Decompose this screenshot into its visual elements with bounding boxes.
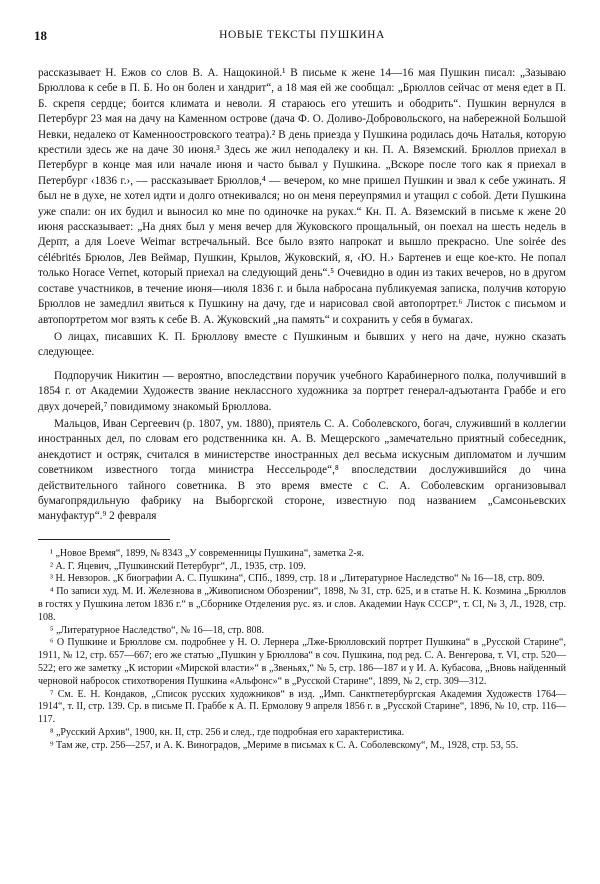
paragraph: Подпоручик Никитин — вероятно, впоследствии поручик учебного Карабинерного полка, получивший в 1854 г. от Академии Художеств звание некласcного художника за портрет генерал-адъютанта Граббе и его двух дочерей,⁷ повидимому знакомый Брюллова.	[38, 369, 566, 413]
running-header	[34, 28, 566, 46]
footnote-divider	[38, 539, 170, 540]
footnotes	[38, 548, 566, 753]
footnote: ⁸ „Русский Архив“, 1900, кн. II, стр. 256 и след., где подробная его характеристика.	[50, 726, 405, 738]
paragraph: рассказывает Н. Ежов со слов В. А. Нащокиной.¹ В письме к жене 14—16 мая Пушкин писал: „Зазываю Брюллова к себе в П. Б. Но он болен и хандрит“, а 18 мая ей же сообщал: „Брюллов сейчас от меня едет в П. Б. скрепя сердце; боится климата и неволи. Я стараюсь его утешить и ободрить“. Пушкин вернулся в Петербург 23 мая на дачу на Каменном острове (дача Ф. О. Доливо-Добровольского, на набережной Большой Невки, недалеко от Каменноостровского театра).² В день приезда у Пушкина родилась дочь Наталья, которую крестили здесь же на даче 30 июня.³ Здесь же жил неподалеку и кн. П. А. Вяземский. Брюллов приехал в Петербург в конце мая или начале июня и часто бывал у Пушкина. „Вскоре после того как я приехал в Петербург ‹1836 г.›, — рассказывает Брюллов,⁴ — вечером, ко мне пришел Пушкин и звал к себе ужинать. Я был не в духе, не хотел идти и долго отнекивался; но он меня переупрямил и утащил с собой. Дети Пушкина уже спали: он их будил и выносил ко мне по одиночке на руках.“ Кн. П. А. Вяземский в письме к жене 20 июня рассказывает: „На днях был у меня вечер для Жуковского прощальный, он поехал на шесть недель в Дерпт, а для Loeve Weimar встречальный. Все было взято напрокат и вышло прекрасно. Une soirée des célébrités Брюлов, Лев Веймар, Пушкин, Крылов, Жуковский, я, ‹Ю. Н.› Бартенев и еще кое-кто. Не попал только Horace Vernet, который приехал на следующий день“.⁵ Очевидно в один из таких вечеров, но в другом составе участников, в течение июня—июля 1836 г. и была набросана публикуемая записка, получив которую Брюллов не замедлил явиться к Пушкину на дачу, где и нарисовал свой автопортрет.⁶ Листок с письмом и автопортретом мог взять к себе В. А. Жуковский „на память“ и сохранить у себя в бумагах.	[38, 67, 566, 326]
page-number: 18	[34, 28, 47, 43]
book-page	[34, 28, 566, 868]
footnote: ⁴ По записи худ. М. И. Железнова в „Живописном Обозрении“, 1898, № 31, стр. 625, и в статье Н. К. Козмина „Брюллов в гостях у Пушкина летом 1836 г.“ в „Сборнике Отделения рус. яз. и слов. Академии Наук СССР“, т. CI, № 3, Л., 1928, стр. 108.	[38, 586, 566, 623]
footnote: ³ Н. Невзоров. „К биографии А. С. Пушкина“, СПб., 1899, стр. 18 и „Литературное Наследство“ № 16—18, стр. 809.	[50, 573, 545, 585]
footnote: ¹ „Новое Время“, 1899, № 8343 „У современницы Пушкина“, заметка 2-я.	[50, 547, 364, 559]
footnote: ⁷ См. Е. Н. Кондаков, „Список русских художников“ в изд. „Имп. Санктпетербургская Академия Художеств 1764—1914“, т. II, стр. 139. Ср. в письме П. Граббе к А. П. Ермолову 9 апреля 1856 г. в „Русской Старине“, 1896, № 10, стр. 116—117.	[38, 688, 566, 726]
footnote: ² А. Г. Яцевич, „Пушкинский Петербург“, Л., 1935, стр. 109.	[50, 560, 306, 572]
paragraph: О лицах, писавших К. П. Брюллову вместе с Пушкиным и бывших у него на даче, нужно сказать следующее.	[38, 330, 566, 359]
footnote: ⁵ „Литературное Наследство“, № 16—18, стр. 808.	[50, 624, 265, 636]
paragraph: Мальцов, Иван Сергеевич (р. 1807, ум. 1880), приятель С. А. Соболевского, богач, служивший в коллегии иностранных дел, по словам его родственника кн. А. В. Мещерского „замечательно приятный собеседник, анекдотист и остряк, считался в министерстве иностранных дел весьма искусным дипломатом и лучшим советником известного тогда министра Нессельроде“,⁸ впоследствии дослужившийся до чина действительного тайного советника. В это время вместе с С. А. Соболевским организовывал бумагопрядильную фабрику на Выборгской стороне, известную под названием „Самсоньевских мануфактур“.⁹ 2 февраля	[38, 417, 566, 523]
running-title: НОВЫЕ ТЕКСТЫ ПУШКИНА	[219, 29, 385, 41]
footnote: ⁶ О Пушкине и Брюллове см. подробнее у Н. О. Лернера „Лже-Брюлловский портрет Пушкина“ в „Русской Старине“, 1911, № 12, стр. 657—667; его же статью „Пушкин у Брюллова“ в соч. Пушкина, под ред. С. А. Венгерова, т. VI, стр. 520—522; его же заметку „К истории «Мирской власти»“ в „Звеньях,“ № 5, стр. 186—187 и у И. А. Кубасова, „Вновь найденный черновой набросок стихотворения Пушкина «Альфонс»“ в „Русской Старине“, 1899, № 2, стр. 309—312.	[38, 637, 566, 687]
footnote: ⁹ Там же, стр. 256—257, и А. К. Виноградов, „Мериме в письмах к С. А. Соболевскому“, М., 1928, стр. 53, 55.	[50, 739, 519, 751]
body-text	[38, 66, 566, 525]
